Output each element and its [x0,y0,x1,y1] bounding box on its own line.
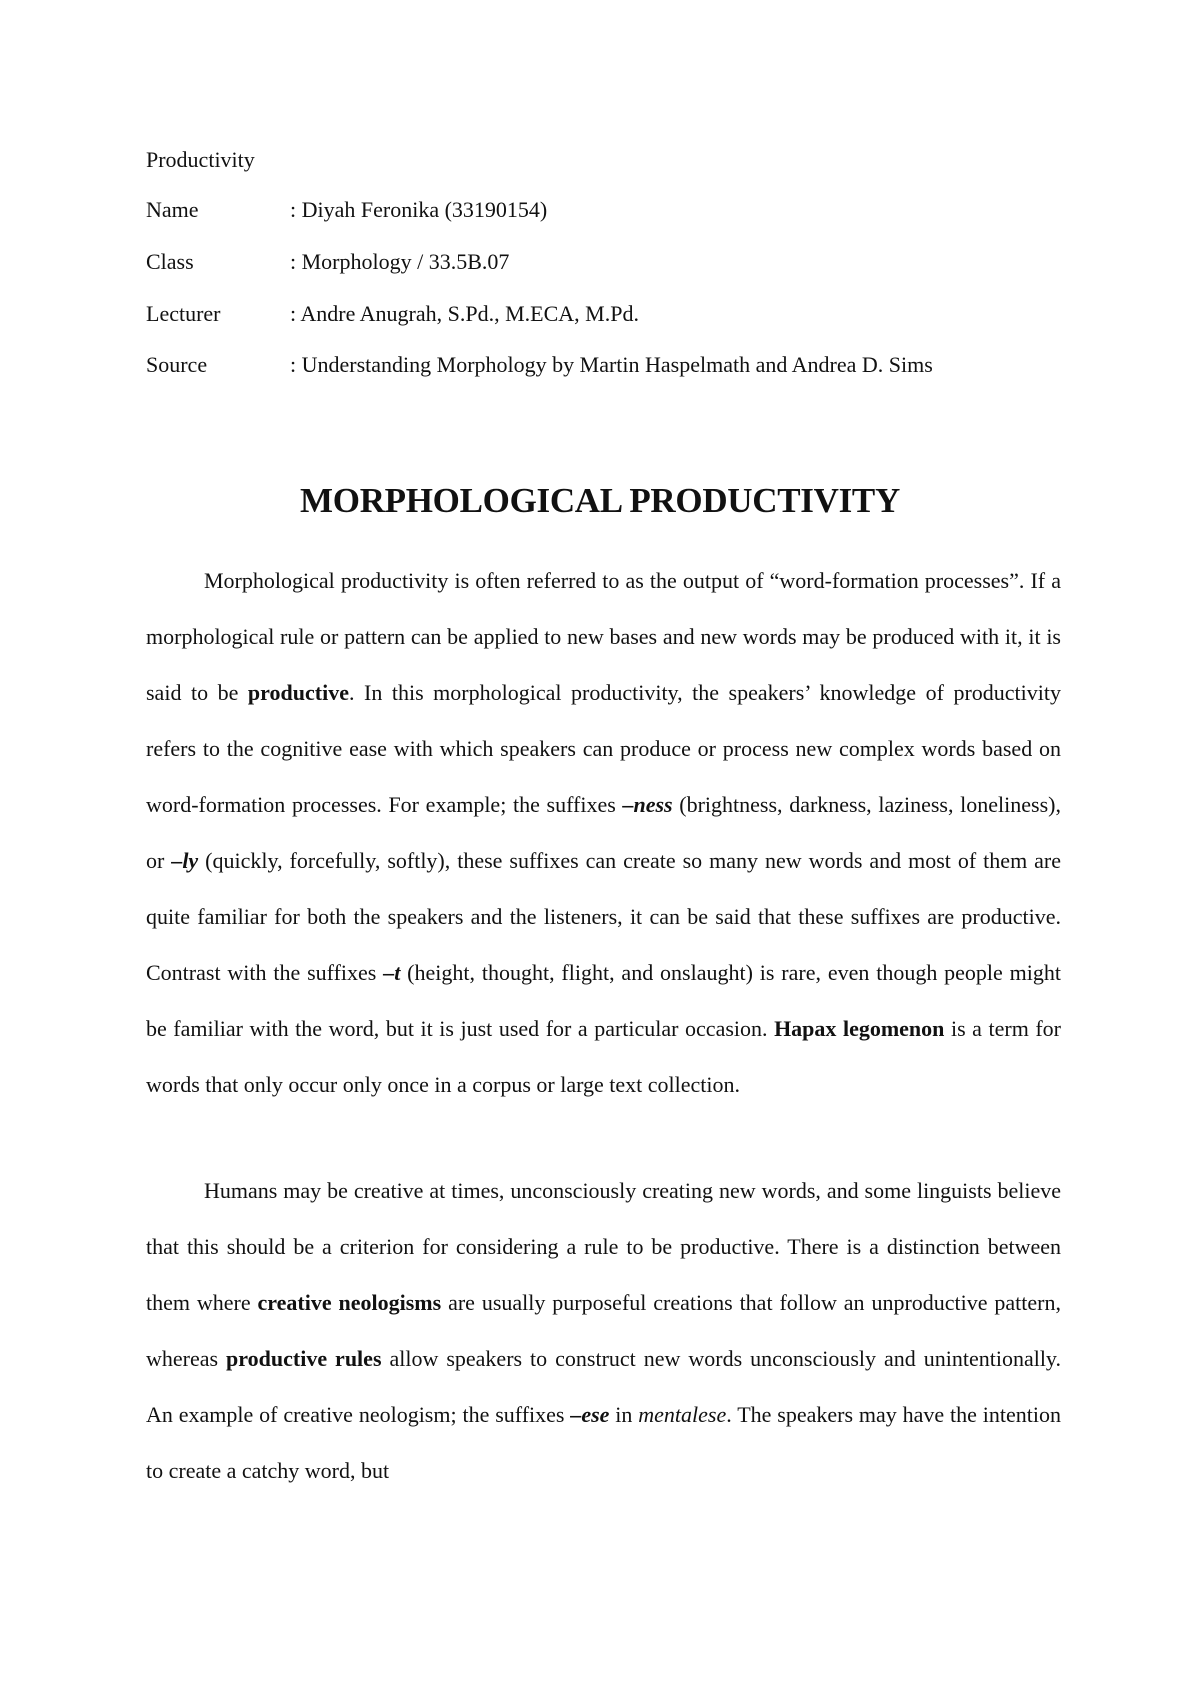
para-text: allow speakers to construct new words unconsciously and unintentionally. An example of creative neologism; the suffixes [146,1346,1062,1427]
term-creative-neologisms: creative neologisms [257,1290,442,1315]
suffix-ness: –ness [622,792,673,817]
meta-key: Class [146,249,194,274]
meta-key: Source [146,352,208,377]
para-text: . The speakers may have the intention to create a catchy word, but [146,1402,1062,1483]
page-title: MORPHOLOGICAL PRODUCTIVITY [300,481,900,520]
para-text: (quickly, forcefully, softly), these suffixes can create so many new words and most of them are quite familiar for both the speakers and the listeners, it can be said that these suffixes are productive. Contrast with the suffixes [146,848,1062,985]
meta-value: : Diyah Feronika (33190154) [290,197,548,222]
meta-key: Lecturer [146,301,221,326]
term-productive: productive [247,680,349,705]
term-productive-rules: productive rules [226,1346,382,1371]
document-label: Productivity [146,147,255,172]
suffix-t: –t [383,960,401,985]
paragraph-2 [146,1163,1061,1499]
para-text: is a term for words that only occur only once in a corpus or large text collection. [146,1016,1062,1097]
para-text: . In this morphological productivity, the speakers’ knowledge of productivity refers to the cognitive ease with which speakers can produce or process new complex words based on word-formation processes. For example; the suffixes [146,680,1061,817]
meta-value: : Andre Anugrah, S.Pd., M.ECA, M.Pd. [290,301,639,326]
para-text: (height, thought, flight, and onslaught) is rare, even though people might be familiar with the word, but it is just used for a particular occasion. [146,960,1061,1041]
paragraph-1 [146,553,1061,1113]
suffix-ese: –ese [570,1402,610,1427]
para-text: Humans may be creative at times, unconsciously creating new words, and some linguists believe that this should be a criterion for considering a rule to be productive. There is a distinction between them where [146,1178,1061,1315]
meta-key: Name [146,197,199,222]
para-text: Morphological productivity is often referred to as the output of “word-formation processes”. If a morphological rule or pattern can be applied to new bases and new words may be produced with it, it is said to be [146,568,1061,705]
meta-value: : Morphology / 33.5B.07 [290,249,510,274]
suffix-ly: –ly [171,848,199,873]
para-text: are usually purposeful creations that follow an unproductive pattern, whereas [146,1290,1061,1371]
meta-value: : Understanding Morphology by Martin Haspelmath and Andrea D. Sims [290,352,933,377]
para-text: in [609,1402,639,1427]
example-mentalese: mentalese [638,1402,727,1427]
term-hapax-legomenon: Hapax legomenon [774,1016,945,1041]
para-text: (brightness, darkness, laziness, loneliness), or [146,792,1061,873]
